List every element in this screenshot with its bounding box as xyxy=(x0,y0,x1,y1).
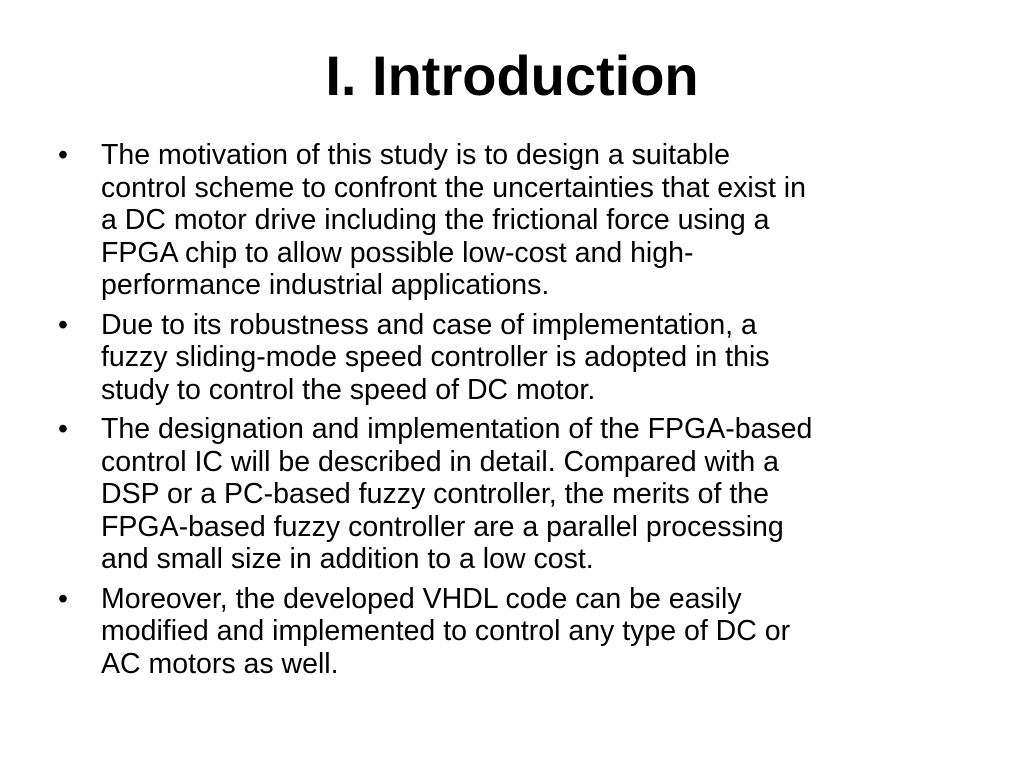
bullet-text-line: The motivation of this study is to design a suitable xyxy=(101,139,730,171)
bullet-icon: • xyxy=(58,413,68,445)
bullet-item-4 xyxy=(58,583,968,681)
bullet-item-3 xyxy=(58,413,968,576)
bullet-icon: • xyxy=(58,582,68,615)
bullet-text-line: fuzzy sliding-mode speed controller is adopted in this xyxy=(101,341,770,373)
bullet-item-1 xyxy=(58,139,968,302)
bullet-text-line: The designation and implementation of the FPGA-based xyxy=(101,413,813,445)
bullet-text-line: a DC motor drive including the frictional force using a xyxy=(101,204,770,236)
bullet-text-line: FPGA chip to allow possible low-cost and high- xyxy=(101,236,694,269)
bullet-text-line: FPGA-based fuzzy controller are a parallel processing xyxy=(101,510,784,543)
bullet-text-line: Moreover, the developed VHDL code can be easily xyxy=(101,582,742,615)
bullet-text-line: control scheme to confront the uncertainties that exist in xyxy=(101,171,806,204)
bullet-text-line: Due to its robustness and case of implementation, a xyxy=(101,308,757,341)
bullet-icon: • xyxy=(58,308,68,341)
bullet-text-line: and small size in addition to a low cost. xyxy=(101,543,594,575)
bullet-text-line: AC motors as well. xyxy=(101,647,339,680)
bullet-icon: • xyxy=(58,139,68,171)
bullet-text-line: study to control the speed of DC motor. xyxy=(101,373,596,406)
bullet-text-line: modified and implemented to control any type of DC or xyxy=(101,615,791,647)
bullet-text-line: control IC will be described in detail. Compared with a xyxy=(101,445,779,478)
bullet-item-2 xyxy=(58,309,968,407)
slide-title: I. Introduction xyxy=(325,44,699,107)
bullet-text-line: DSP or a PC-based fuzzy controller, the merits of the xyxy=(101,478,769,510)
bullet-list xyxy=(58,139,968,687)
bullet-text-line: performance industrial applications. xyxy=(101,269,550,301)
